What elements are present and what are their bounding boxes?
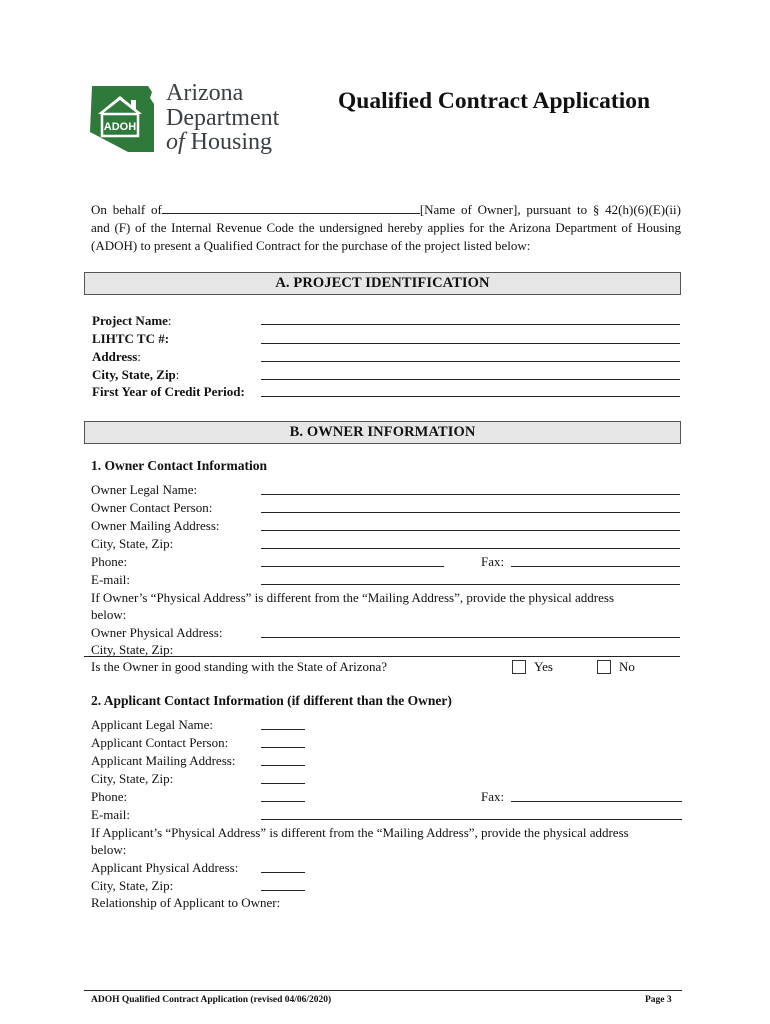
logo-line-department: Department — [166, 104, 280, 131]
owner-mailing-address-label: Owner Mailing Address: — [91, 518, 220, 533]
applicant-phone-field[interactable] — [261, 801, 305, 802]
applicant-relationship-label: Relationship of Applicant to Owner: — [91, 895, 281, 910]
owner-phone-label: Phone: — [91, 554, 128, 569]
good-standing-yes-checkbox[interactable] — [512, 660, 526, 674]
first-year-credit-label: First Year of Credit Period: — [92, 384, 245, 399]
address-field[interactable] — [261, 361, 680, 362]
applicant-phone-label: Phone: — [91, 789, 128, 804]
applicant-physical-note: If Applicant’s “Physical Address” is different from the “Mailing Address”, provide the physical address — [91, 825, 629, 840]
owner-phone-field[interactable] — [261, 566, 444, 567]
applicant-contact-person-label: Applicant Contact Person: — [91, 735, 229, 750]
project-name-label: Project Name: — [92, 313, 172, 328]
owner-physical-address-field[interactable] — [261, 637, 680, 638]
section-b-header: B. OWNER INFORMATION — [84, 421, 681, 444]
applicant-legal-name-label: Applicant Legal Name: — [91, 717, 214, 732]
owner-physical-address-label: Owner Physical Address: — [91, 625, 223, 640]
owner-city-state-zip-label: City, State, Zip: — [91, 536, 174, 551]
intro-paragraph: On behalf of [Name of Owner], pursuant to § 42(h)(6)(E)(ii) and (F) of the Internal Revenue Code the undersigned hereby applies for the Arizona Department of Housing (ADOH) to present a Qualified Contract for the purchase of the project listed below: — [91, 202, 681, 253]
good-standing-no-checkbox[interactable] — [597, 660, 611, 674]
footer-left-text: ADOH Qualified Contract Application (revised 04/06/2020) — [91, 995, 332, 1005]
section-a-header: A. PROJECT IDENTIFICATION — [84, 272, 681, 295]
address-label: Address: — [92, 349, 141, 364]
good-standing-yes-label: Yes — [534, 659, 553, 674]
applicant-city-state-zip-field[interactable] — [261, 783, 305, 784]
logo-wordmark — [166, 81, 279, 155]
logo-line-arizona: Arizona — [166, 80, 244, 106]
owner-physical-city-label: City, State, Zip: — [91, 642, 174, 657]
owner-legal-name-field[interactable] — [261, 494, 680, 495]
applicant-physical-city-label: City, State, Zip: — [91, 878, 174, 893]
lihtc-tc-field[interactable] — [261, 343, 680, 344]
applicant-contact-heading: 2. Applicant Contact Information (if different than the Owner) — [91, 693, 452, 708]
applicant-mailing-address-label: Applicant Mailing Address: — [91, 753, 236, 768]
applicant-city-state-zip-label: City, State, Zip: — [91, 771, 174, 786]
adoh-logo-icon — [88, 84, 156, 154]
applicant-email-label: E-mail: — [91, 807, 130, 822]
good-standing-no-label: No — [619, 659, 635, 674]
project-name-field[interactable] — [261, 324, 680, 325]
logo-line-housing: of Housing — [166, 129, 273, 155]
good-standing-question: Is the Owner in good standing with the State of Arizona? — [91, 659, 388, 674]
owner-physical-note: If Owner’s “Physical Address” is different from the “Mailing Address”, provide the physical address — [91, 590, 615, 605]
owner-city-state-zip-field[interactable] — [261, 548, 680, 549]
owner-physical-note-cont: below: — [91, 607, 127, 622]
applicant-physical-address-field[interactable] — [261, 872, 305, 873]
applicant-fax-label: Fax: — [481, 789, 505, 804]
applicant-physical-note-cont: below: — [91, 842, 127, 857]
owner-physical-city-field[interactable] — [84, 656, 680, 657]
owner-fax-label: Fax: — [481, 554, 505, 569]
owner-legal-name-label: Owner Legal Name: — [91, 482, 198, 497]
document-title: Qualified Contract Application — [338, 88, 651, 114]
city-state-zip-field[interactable] — [261, 379, 680, 380]
first-year-credit-field[interactable] — [261, 396, 680, 397]
lihtc-tc-label: LIHTC TC #: — [92, 331, 170, 346]
applicant-legal-name-field[interactable] — [261, 729, 305, 730]
applicant-mailing-address-field[interactable] — [261, 765, 305, 766]
owner-fax-field[interactable] — [511, 566, 680, 567]
owner-contact-person-field[interactable] — [261, 512, 680, 513]
applicant-fax-field[interactable] — [511, 801, 682, 802]
applicant-contact-person-field[interactable] — [261, 747, 305, 748]
owner-email-field[interactable] — [261, 584, 680, 585]
city-state-zip-label: City, State, Zip: — [92, 367, 180, 382]
svg-text:ADOH: ADOH — [103, 121, 137, 133]
owner-contact-heading: 1. Owner Contact Information — [91, 458, 267, 473]
applicant-physical-address-label: Applicant Physical Address: — [91, 860, 239, 875]
applicant-physical-city-field[interactable] — [261, 890, 305, 891]
owner-email-label: E-mail: — [91, 572, 130, 587]
owner-mailing-address-field[interactable] — [261, 530, 680, 531]
owner-contact-person-label: Owner Contact Person: — [91, 500, 213, 515]
footer-rule — [84, 990, 682, 991]
applicant-email-field[interactable] — [261, 819, 682, 820]
footer-page-number: Page 3 — [645, 995, 672, 1005]
owner-name-blank[interactable] — [162, 201, 420, 214]
